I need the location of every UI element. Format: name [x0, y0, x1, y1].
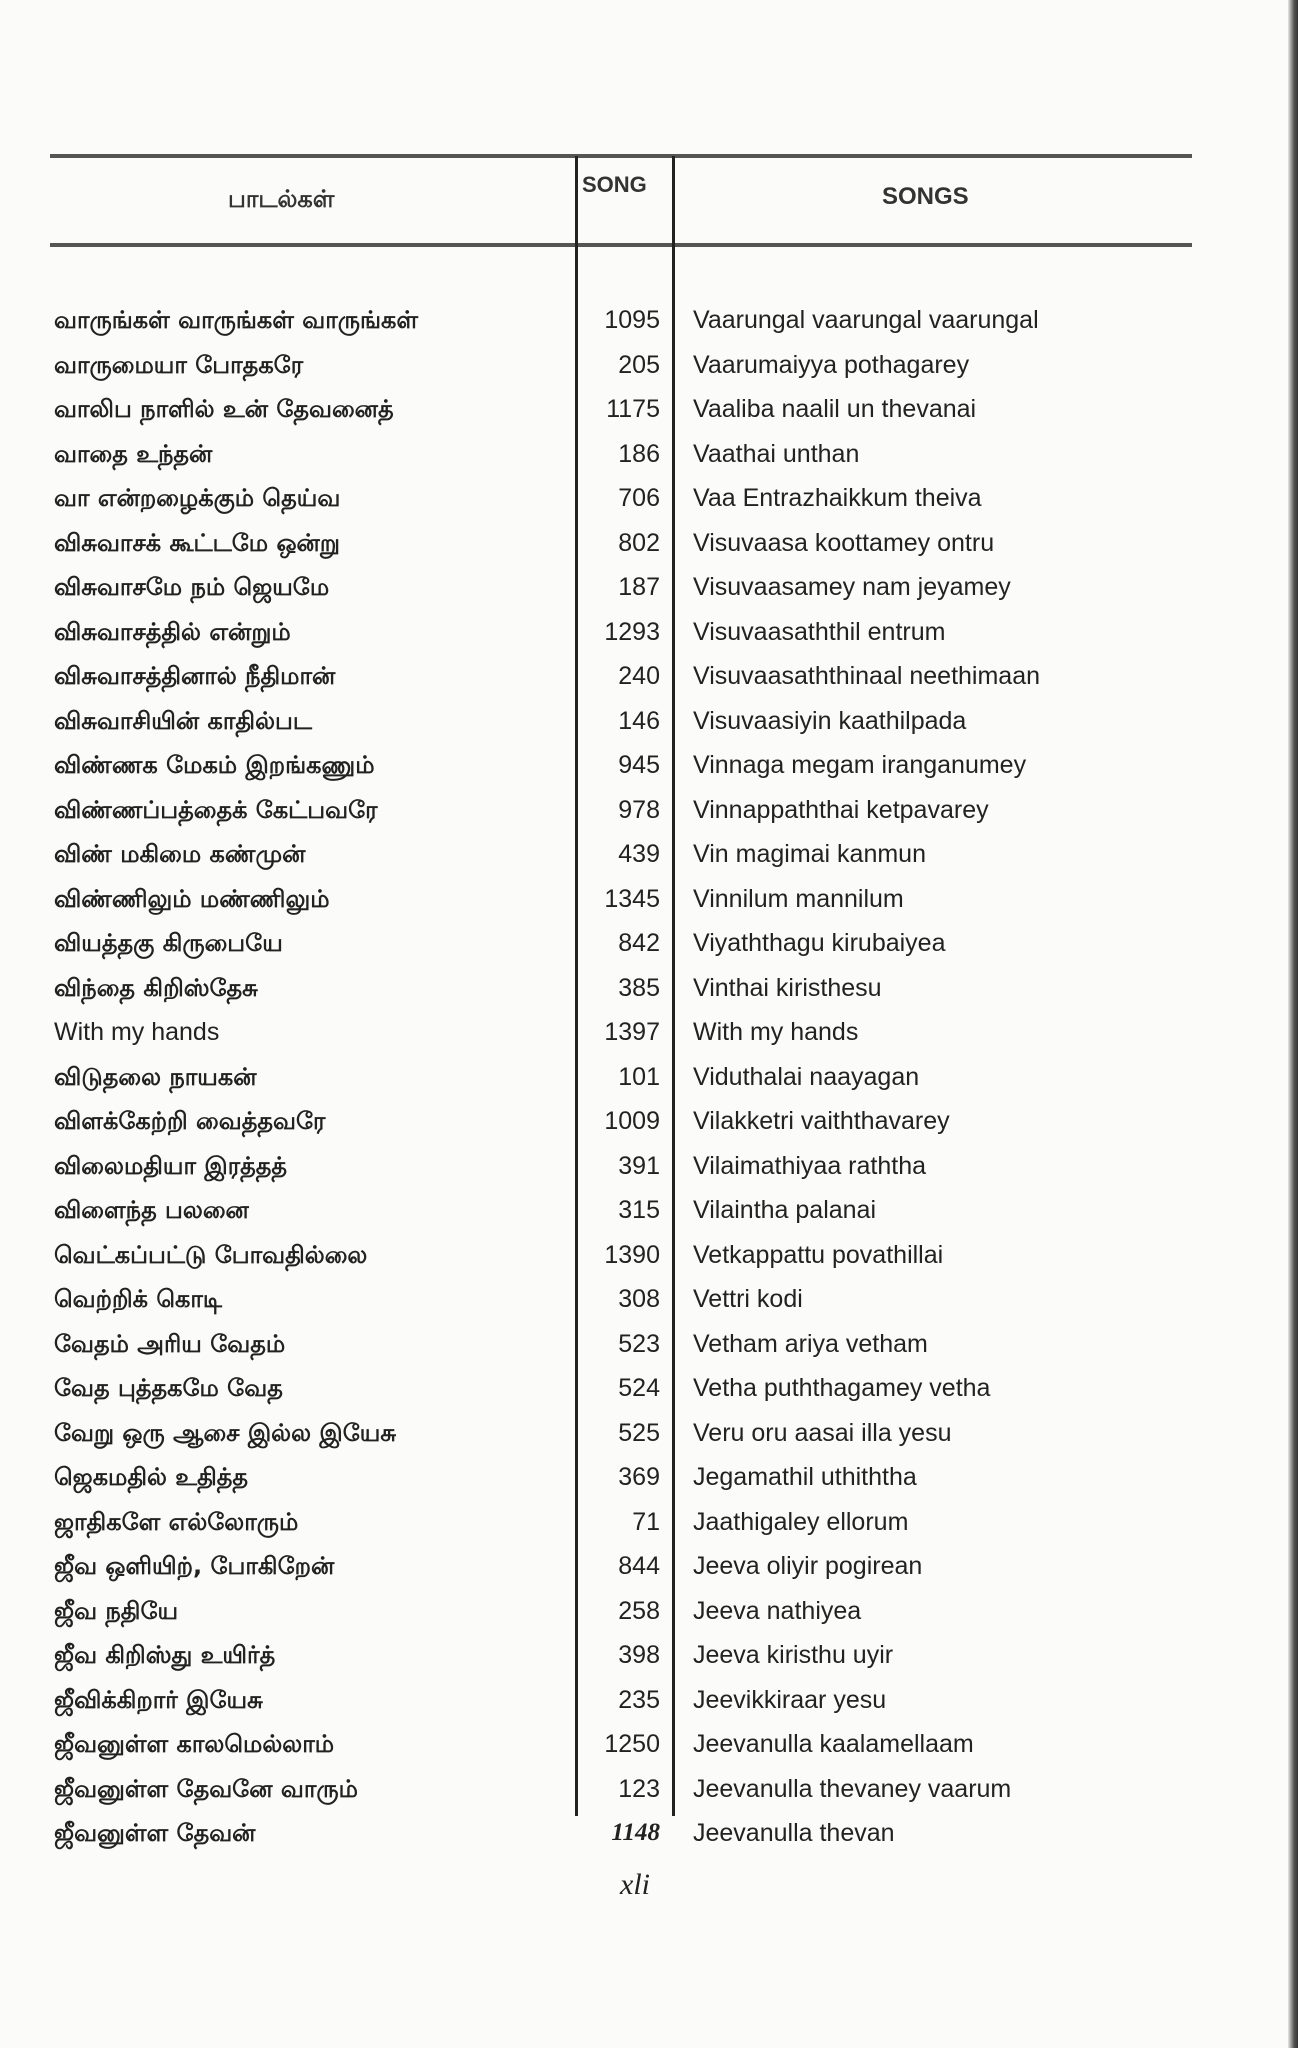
table-row: [0, 707, 1298, 751]
song-number: 523: [618, 1329, 660, 1358]
table-row: [0, 840, 1298, 884]
song-number: 398: [618, 1641, 660, 1669]
table-row: [0, 529, 1298, 573]
song-number: 205: [618, 350, 660, 379]
english-title: Vilakketri vaiththavarey: [693, 1107, 950, 1135]
table-row: [0, 1152, 1298, 1196]
song-number: 385: [618, 973, 660, 1002]
table-row: [0, 351, 1298, 395]
song-number: 1250: [604, 1730, 660, 1758]
english-title: Jeevanulla thevaney vaarum: [693, 1774, 1012, 1803]
song-number: 146: [618, 706, 660, 735]
header-songs: SONGS: [882, 183, 969, 210]
song-number: 842: [618, 929, 660, 957]
english-title: Vinnilum mannilum: [693, 884, 904, 913]
english-title: Vetha puththagamey vetha: [693, 1374, 991, 1402]
tamil-title: விசுவாசமே நம் ஜெயமே: [54, 573, 330, 601]
english-title: Jeevanulla thevan: [693, 1819, 895, 1847]
english-title: Visuvaasiyin kaathilpada: [693, 706, 967, 735]
english-title: Jeevikkiraar yesu: [693, 1685, 887, 1714]
tamil-title: வெட்கப்பட்டு போவதில்லை: [54, 1240, 368, 1269]
tamil-title: ஜீவ நதியே: [54, 1596, 179, 1625]
english-title: Vaaliba naalil un thevanai: [693, 395, 977, 423]
english-title: Visuvaasaththil entrum: [693, 617, 946, 646]
english-title: Vilaintha palanai: [693, 1196, 877, 1224]
table-row: [0, 1063, 1298, 1107]
tamil-title: விந்தை கிறிஸ்தேசு: [54, 973, 258, 1002]
table-row: [0, 1641, 1298, 1685]
song-number: 1009: [604, 1107, 660, 1135]
song-number: 369: [618, 1463, 660, 1491]
song-number: 315: [618, 1196, 660, 1224]
table-row: [0, 751, 1298, 795]
table-row: [0, 1330, 1298, 1374]
table-row: [0, 1463, 1298, 1507]
song-number: 1345: [604, 884, 660, 913]
table-row: [0, 1018, 1298, 1062]
tamil-title: வா என்றழைக்கும் தெய்வ: [54, 484, 341, 512]
tamil-title: ஜீவனுள்ள தேவன்: [54, 1819, 256, 1847]
song-number: 186: [618, 439, 660, 468]
song-number: 71: [632, 1507, 660, 1536]
table-row: [0, 618, 1298, 662]
tamil-title: வியத்தகு கிருபையே: [54, 929, 283, 957]
song-number: 308: [618, 1285, 660, 1313]
tamil-title: ஜீவ கிறிஸ்து உயிர்த்: [54, 1641, 276, 1669]
song-number: 258: [618, 1596, 660, 1625]
tamil-title: விண்ணக மேகம் இறங்கணும்: [54, 751, 375, 779]
table-row: [0, 1374, 1298, 1418]
tamil-title: விசுவாசத்தில் என்றும்: [54, 617, 291, 646]
table-row: [0, 306, 1298, 350]
table-row: [0, 929, 1298, 973]
tamil-title: வேறு ஒரு ஆசை இல்ல இயேசு: [54, 1418, 396, 1447]
song-number: 240: [618, 662, 660, 690]
tamil-title: With my hands: [54, 1018, 220, 1046]
english-title: Vaarungal vaarungal vaarungal: [693, 306, 1039, 334]
song-number: 524: [618, 1374, 660, 1402]
table-row: [0, 1285, 1298, 1329]
table-row: [0, 440, 1298, 484]
song-number: 391: [618, 1151, 660, 1180]
english-title: Viyaththagu kirubaiyea: [693, 929, 946, 957]
tamil-title: விசுவாசக் கூட்டமே ஒன்று: [54, 528, 340, 557]
song-number: 187: [618, 573, 660, 601]
song-number: 978: [618, 795, 660, 824]
tamil-title: ஜெகமதில் உதித்த: [54, 1463, 249, 1491]
english-title: Vaarumaiyya pothagarey: [693, 350, 970, 379]
table-row: [0, 796, 1298, 840]
table-row: [0, 1730, 1298, 1774]
song-number: 1390: [604, 1240, 660, 1269]
song-number: 844: [618, 1552, 660, 1580]
song-number: 1175: [606, 395, 660, 423]
tamil-title: வேத புத்தகமே வேத: [54, 1374, 283, 1402]
english-title: Jeeva oliyir pogirean: [693, 1552, 923, 1580]
table-row: [0, 1597, 1298, 1641]
header-rule: [50, 243, 1192, 247]
tamil-title: விடுதலை நாயகன்: [54, 1062, 257, 1091]
song-number: 1095: [604, 306, 660, 334]
english-title: Vilaimathiyaa raththa: [693, 1151, 927, 1180]
english-title: Vaa Entrazhaikkum theiva: [693, 484, 982, 512]
song-number: 1148: [611, 1819, 660, 1846]
english-title: Visuvaasamey nam jeyamey: [693, 573, 1011, 601]
english-title: Vin magimai kanmun: [693, 840, 926, 868]
table-row: [0, 1552, 1298, 1596]
english-title: Visuvaasaththinaal neethimaan: [693, 662, 1041, 690]
table-row: [0, 974, 1298, 1018]
english-title: Vetham ariya vetham: [693, 1329, 928, 1358]
table-row: [0, 1819, 1298, 1863]
english-title: Vinnaga megam iranganumey: [693, 751, 1027, 779]
header-tamil: பாடல்கள்: [228, 185, 335, 213]
english-title: Viduthalai naayagan: [693, 1062, 920, 1091]
tamil-title: விளைந்த பலனை: [54, 1196, 249, 1224]
song-number: 1293: [604, 617, 660, 646]
table-row: [0, 1419, 1298, 1463]
table-row: [0, 484, 1298, 528]
page-number: xli: [620, 1868, 650, 1901]
tamil-title: ஜீவ ஒளியிற், போகிறேன்: [54, 1552, 335, 1580]
table-row: [0, 1686, 1298, 1730]
english-title: Vettri kodi: [693, 1285, 803, 1313]
english-title: Jegamathil uthiththa: [693, 1463, 917, 1491]
tamil-title: வாதை உந்தன்: [54, 439, 213, 468]
song-number: 706: [618, 484, 660, 512]
tamil-title: விண்ணப்பத்தைக் கேட்பவரே: [54, 795, 378, 824]
table-row: [0, 395, 1298, 439]
table-row: [0, 1775, 1298, 1819]
tamil-title: ஜாதிகளே எல்லோரும்: [54, 1507, 299, 1536]
tamil-title: ஜீவனுள்ள காலமெல்லாம்: [54, 1730, 335, 1758]
english-title: Jeeva kiristhu uyir: [693, 1641, 894, 1669]
song-number: 1397: [604, 1018, 660, 1046]
tamil-title: வாருங்கள் வாருங்கள் வாருங்கள்: [54, 306, 419, 334]
song-number: 439: [618, 840, 660, 868]
table-row: [0, 1107, 1298, 1151]
song-number: 525: [618, 1418, 660, 1447]
header-song-number: SONG: [582, 172, 647, 197]
tamil-title: விண்ணிலும் மண்ணிலும்: [54, 884, 330, 913]
top-rule: [50, 154, 1192, 158]
tamil-title: விண் மகிமை கண்முன்: [54, 840, 306, 868]
tamil-title: வெற்றிக் கொடி: [54, 1285, 223, 1313]
table-row: [0, 1508, 1298, 1552]
english-title: Veru oru aasai illa yesu: [693, 1418, 952, 1447]
song-number: 802: [618, 528, 660, 557]
english-title: Vetkappattu povathillai: [693, 1240, 944, 1269]
english-title: Jaathigaley ellorum: [693, 1507, 909, 1536]
tamil-title: விசுவாசியின் காதில்பட: [54, 706, 312, 735]
english-title: Vaathai unthan: [693, 439, 860, 468]
table-row: [0, 1241, 1298, 1285]
english-title: Vinnappaththai ketpavarey: [693, 795, 989, 824]
song-number: 235: [618, 1685, 660, 1714]
tamil-title: விசுவாசத்தினால் நீதிமான்: [54, 662, 336, 690]
english-title: Vinthai kiristhesu: [693, 973, 882, 1002]
tamil-title: விலைமதியா இரத்தத்: [54, 1151, 288, 1180]
tamil-title: வாருமையா போதகரே: [54, 350, 304, 379]
table-row: [0, 1196, 1298, 1240]
tamil-title: வேதம் அரிய வேதம்: [54, 1329, 286, 1358]
song-number: 945: [618, 751, 660, 779]
tamil-title: விளக்கேற்றி வைத்தவரே: [54, 1107, 326, 1135]
table-row: [0, 573, 1298, 617]
song-number: 101: [618, 1062, 660, 1091]
english-title: Jeevanulla kaalamellaam: [693, 1730, 974, 1758]
table-row: [0, 885, 1298, 929]
table-row: [0, 662, 1298, 706]
tamil-title: ஜீவிக்கிறார் இயேசு: [54, 1685, 263, 1714]
tamil-title: வாலிப நாளில் உன் தேவனைத்: [54, 395, 394, 423]
tamil-title: ஜீவனுள்ள தேவனே வாரும்: [54, 1774, 358, 1803]
english-title: Jeeva nathiyea: [693, 1596, 862, 1625]
english-title: Visuvaasa koottamey ontru: [693, 528, 995, 557]
english-title: With my hands: [693, 1018, 859, 1046]
song-number: 123: [618, 1774, 660, 1803]
